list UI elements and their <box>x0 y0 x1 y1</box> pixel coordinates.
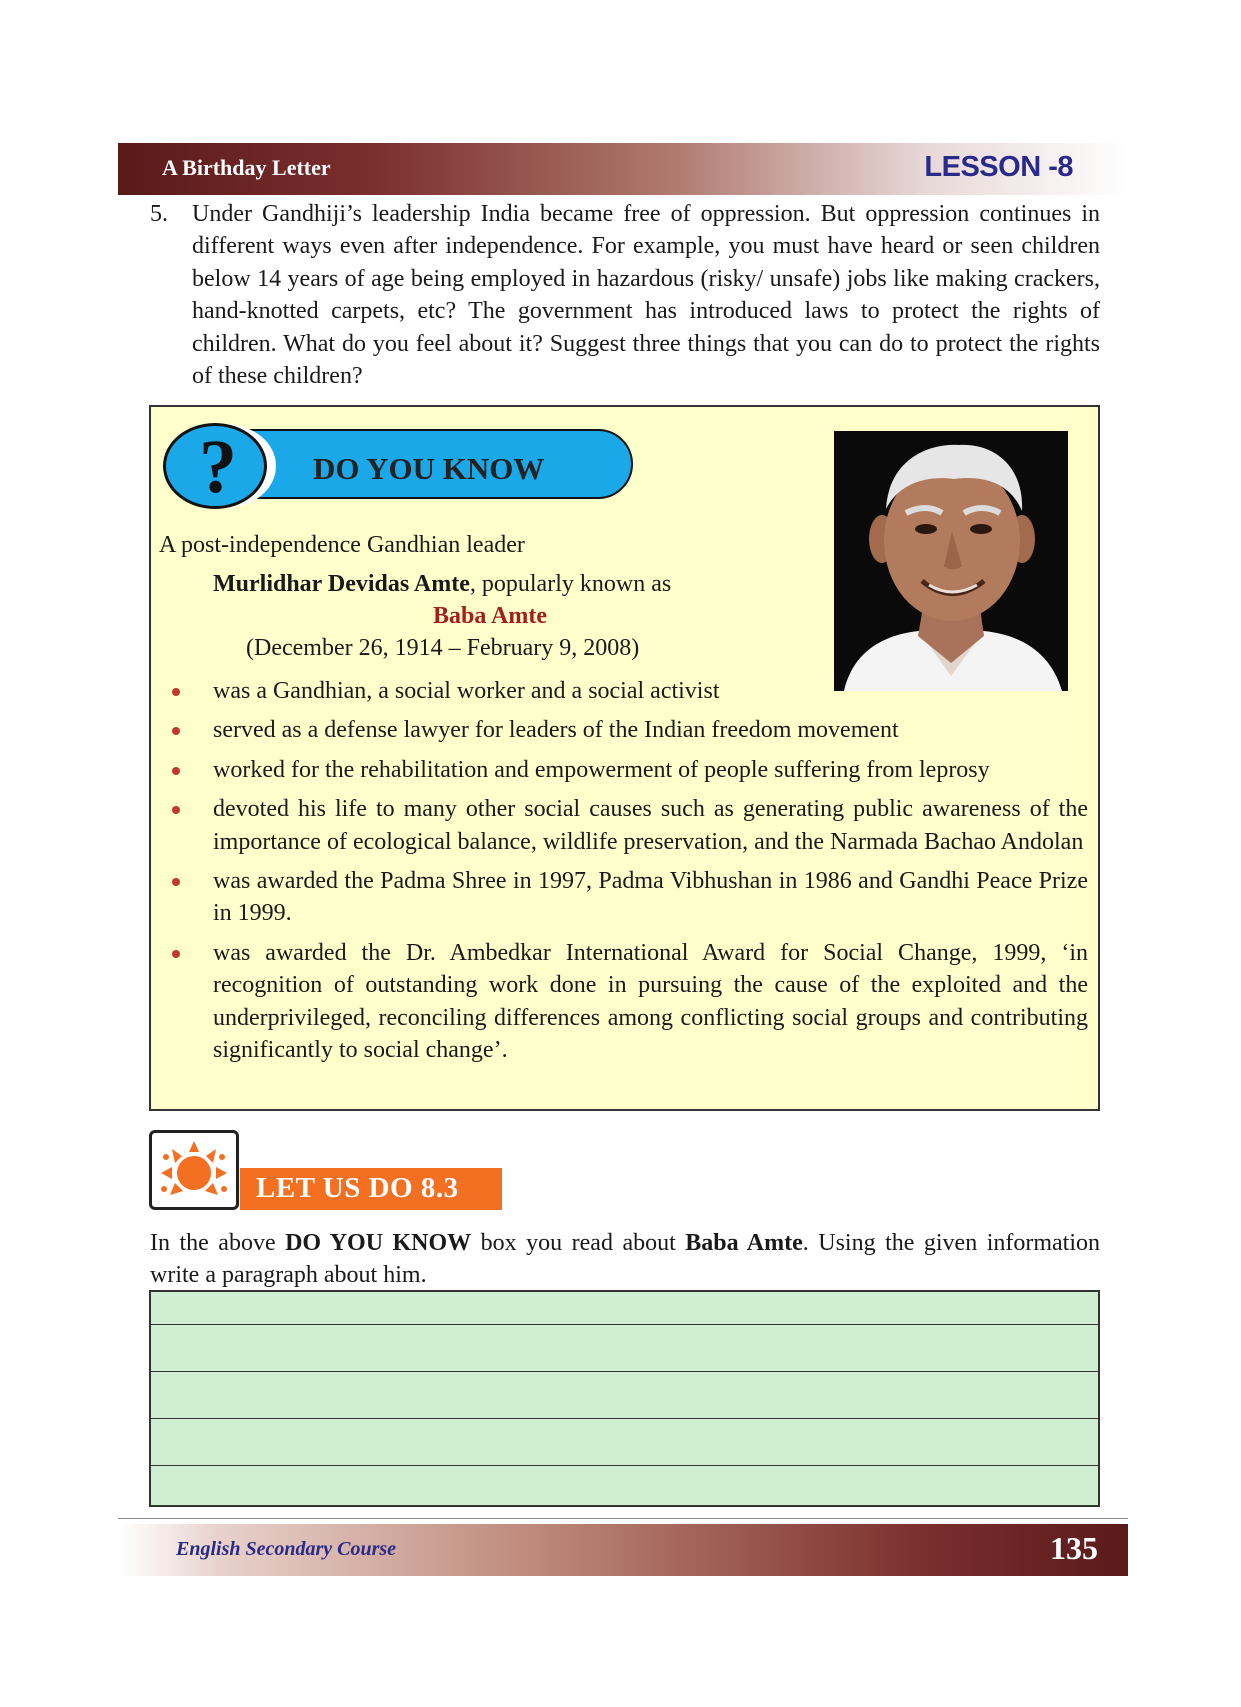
instruction-text: . Using the given information write a paragraph about him. <box>150 1230 1101 1288</box>
course-name: English Secondary Course <box>176 1538 397 1560</box>
do-you-know-label: DO YOU KNOW <box>313 451 545 486</box>
instruction-bold: Baba Amte <box>685 1230 803 1256</box>
lesson-number: LESSON -8 <box>924 151 1073 183</box>
footer-divider <box>118 1518 1128 1519</box>
writing-line <box>151 1418 1098 1419</box>
writing-line <box>151 1465 1098 1466</box>
leader-dates: (December 26, 1914 – February 9, 2008) <box>246 635 640 661</box>
leader-name: Murlidhar Devidas Amte <box>213 571 470 597</box>
question-text: Under Gandhiji’s leadership India became free of oppression. But oppression continues in different ways even after independence. For example, you must have heard or seen children below 14 years of age being employed in hazardous (risky/ unsafe) jobs like making crackers, hand-knotted carpets, etc? The government has introduced laws to protect the rights of children. What do you feel about it? Suggest three things that you can do to protect the rights of these children? <box>192 201 1100 390</box>
list-item: was awarded the Dr. Ambedkar International Award for Social Change, 1999, ‘in recognition of outstanding work done in pursuing the cause of the exploited and the underprivileged, reconciling differences among conflicting social groups and contributing significantly to social change’. <box>213 937 1088 1067</box>
page-number: 135 <box>1050 1530 1098 1566</box>
question-mark-icon <box>163 423 267 509</box>
header-band <box>118 143 1128 195</box>
chapter-title: A Birthday Letter <box>162 155 331 180</box>
instruction-text: In the above <box>150 1230 286 1256</box>
leader-name-line <box>213 571 671 598</box>
activity-instructions <box>150 1227 1100 1291</box>
instruction-bold: DO YOU KNOW <box>285 1230 472 1256</box>
let-us-do-label: LET US DO 8.3 <box>256 1172 459 1204</box>
do-you-know-heading <box>163 423 643 509</box>
writing-area[interactable] <box>149 1290 1100 1507</box>
sun-icon <box>149 1130 239 1210</box>
list-item: devoted his life to many other social causes such as generating public awareness of the importance of ecological balance, wildlife preservation, and the Narmada Bachao Andolan <box>213 793 1088 858</box>
instruction-text: box you read about <box>471 1230 686 1256</box>
question-mark-glyph: ? <box>199 425 237 509</box>
list-item: was a Gandhian, a social worker and a social activist <box>213 675 1088 707</box>
list-item: served as a defense lawyer for leaders of the Indian freedom movement <box>213 714 1088 746</box>
let-us-do-banner <box>240 1168 502 1210</box>
list-item: worked for the rehabilitation and empowerment of people suffering from leprosy <box>213 754 1088 786</box>
footer-band <box>118 1524 1128 1576</box>
question-number: 5. <box>150 201 168 227</box>
question-5 <box>150 198 1100 392</box>
writing-line <box>151 1371 1098 1372</box>
fact-list <box>213 675 1088 1073</box>
leader-alias: Baba Amte <box>433 603 547 629</box>
list-item: was awarded the Padma Shree in 1997, Padma Vibhushan in 1986 and Gandhi Peace Prize in 1999. <box>213 865 1088 930</box>
do-you-know-box <box>149 405 1100 1111</box>
portrait-photo <box>834 431 1068 691</box>
writing-line <box>151 1324 1098 1325</box>
leader-name-suffix: , popularly known as <box>469 571 672 597</box>
leader-intro: A post-independence Gandhian leader <box>159 532 525 558</box>
